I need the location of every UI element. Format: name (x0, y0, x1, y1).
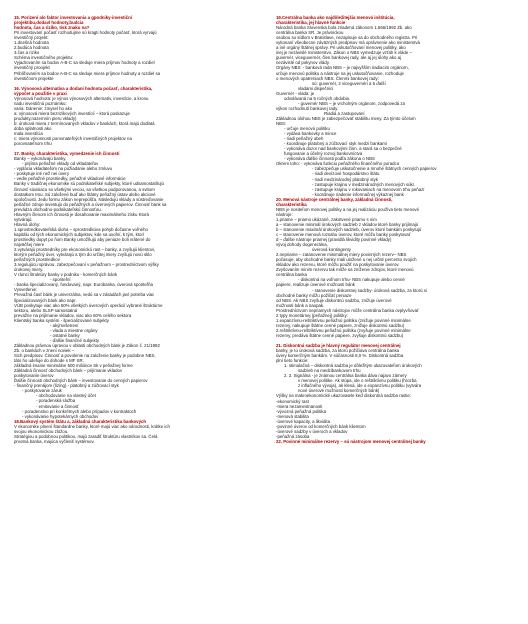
text-line: Stratégiou a podobnou politikou, majú zaradiť štruktúru vlastníkov sa. Čelá (14, 433, 158, 439)
text-line: Ďalšie činnosti obchodných bánk – investovanie do cenných papierov (14, 378, 148, 384)
section-heading: projektibu,dodavl hodnoty,budcia (14, 20, 84, 26)
text-line: - riadi devízové hospodárstvo štátu (312, 171, 380, 177)
text-line: -úverové kapacity, a likvidita (276, 418, 330, 424)
text-line: a – stanovenie minimál úrokových sadzieb z vkladov ktoré banky prijímajú (276, 221, 419, 227)
section-heading: charakteristika, jej hlavné funkcie (276, 20, 346, 26)
text-line: špecializovaných bánk ako napr. (14, 297, 77, 303)
text-line: 3.regulujúcu správou, zabezpečovaní v peňažnom – prostredníctvom výšky (14, 262, 159, 268)
text-line: NBS: (276, 120, 287, 126)
section-heading: 21. Diskontná sadzba je hlavný regulátor menovej centrálnej (276, 343, 401, 348)
text-line: porovnateľnom trhu (14, 141, 52, 147)
text-line: 1.sprostredkovateľská úloha – sprostredkúva pohyb dočasne voľného (14, 226, 148, 232)
text-line: b – stanovenie maximál úrokových sadzieb, úverov ktoré bankám poskytujú (276, 226, 422, 232)
text-line: - finančný prenájom (lízing) - platobný a zúčtovací styk (14, 383, 119, 389)
text-line: - vlada a miestne orgány (50, 327, 98, 333)
text-line: od NBS. Ak NBS zvyšuje diskontnú sadzbu, znižuje úverové (276, 297, 392, 303)
text-line: d – ďalšie nástroje priamej (pravidlá likvidity povinné vklady) (276, 237, 392, 243)
text-line: kapitálu od tých ekonomických subjektov, kde sa uvoľní, k tým, ktorí (14, 231, 145, 237)
text-line: - riadi medzinárodný platobný styk (312, 176, 378, 182)
text-line: 1. stimulačná – diskontná sadzba je dôležitým ukazovateľom úrokových (284, 363, 422, 369)
text-line: vykonaní všeobecne záväzných predpisov má oprávnenie ako ministerstvá (276, 40, 420, 46)
text-line: - sporiteľní (50, 277, 71, 283)
text-line: - vedie peňažné prostriedky, peňažné vkladové informácie (14, 176, 126, 182)
text-line: Klientský banka systém - špecializované subjekty (14, 317, 109, 323)
text-line: -úverové sadzby v úveroch a vkladov (276, 428, 348, 434)
text-line: investičný proojekt (14, 65, 50, 71)
text-line: Národná banka Slovenska bola zriadená zákonom 1.566/1992 Zb. ako (276, 25, 412, 31)
text-line: Výšky na makroekonomické ukazovatele keď diskontná sadzba rastie: (276, 393, 411, 399)
text-line: VÚB poskytuje viac ako 50% všetkých úverových operácií vybrané štruktúrne (14, 302, 163, 308)
text-line: možnosti bánk a naopak. (276, 302, 325, 308)
text-line: Banky – vykonávajú banky. (14, 156, 67, 162)
text-line: Banky v tradičnej ekonomike sú podnikateľské subjekty, ktoré udsamostatňujú (14, 181, 164, 187)
text-line: investičný projekt: (14, 35, 49, 41)
text-line: sektoru, alebo SLSP samostatná (14, 307, 78, 313)
text-line: úverová kontingenty (312, 247, 351, 253)
text-line: centrálna banka SR. Je právnickou (276, 30, 344, 36)
section-heading: 22. Povinné minimálne rezervy – sú nástrojom menovej centrálnej banky (276, 438, 426, 444)
text-line: -miera nezamestnanosti (276, 403, 323, 409)
text-line: - vyplácia vkladateľom na požiadanie alebo zmluvu (14, 166, 113, 172)
text-line: - vydáva bankovky a mince (284, 131, 337, 137)
text-line: výkon rozhodnutí bankovej rady. (276, 105, 339, 111)
text-line: - ostatné banky (50, 332, 80, 338)
text-line: Základnou právnou úpravou v oblasti obchodných bánk je Zákon č. 21/1992 (14, 342, 160, 348)
text-line: Vysvetlenie: (14, 287, 38, 293)
text-line: činnosť súvisiacu so všetkými vecou, sa všetkou podporovanou, a svitom (14, 186, 155, 192)
text-line: počasuje, aby obchodné banky mali uložené u nej určité percento svojich (276, 257, 417, 263)
text-line: poskytovanie úverov (14, 373, 54, 379)
text-line: -ekonomický rast (276, 398, 309, 404)
section-heading: 15. Porizení alo faktor investovania a gpodniky-investiční (14, 15, 133, 20)
text-line: ktorým peňažný úver, vytvárajú a tým do určitej miery zvyšujú novú sklo (14, 252, 152, 258)
text-line: - ďalšie finančné subjekty (50, 337, 100, 343)
section-heading: 20. Menová nástroje centrálnej banky, základná činnosti, (276, 196, 393, 202)
text-line: - obchodovanie na vlastný účet (36, 393, 96, 399)
text-line: vývoj dohody dogenerálna, (276, 242, 328, 248)
text-line: banky, je to úroková sadzba, za ktorú požičiava centrálna banka (276, 348, 400, 354)
text-line: odvolávaná na 5 ročných obdobia. (284, 95, 351, 101)
text-line: - koordinuje riadenie informačnej výkaznej bank (312, 191, 404, 197)
text-line: - poskytovanie záruk (22, 388, 62, 394)
text-line: Zb. o bankách v znení noviek – (14, 348, 75, 353)
text-line: 1.dnešná hodnota (14, 40, 49, 46)
text-line: - zastupuje krajinu v medzinárodných menových súkr. (312, 181, 416, 187)
text-line: dostatkom trsu. Sú založené buď ako štátny peňažný ústav alebo akciové (14, 191, 156, 197)
text-line: 3.čas a riziko (14, 50, 40, 56)
text-line: svojou ekonomickou zložou. (14, 428, 69, 434)
text-line: - banka špecializovaný, fundovaný, napr. Eurobanka, úverová sporiteľňa (14, 282, 153, 288)
text-line: osobou so sídlom v Bratislave, nezapisuje sa do obchodného registra. Pri (276, 35, 418, 41)
text-line: prostriedky dopyt po ňom Banky umožňujú aby peniaze boli vrátené do (14, 236, 151, 242)
text-line: - emitovanie a činnosť (36, 403, 79, 409)
text-line: 1.priame – priamo ukázané, zakotvené priamo s nim (276, 216, 377, 222)
text-line: úrokovej miery. (14, 267, 44, 273)
text-line: varia: Dánenie: zmysel ho ako (14, 105, 73, 111)
text-line: - vykonáva dozor nad bankovými činn. a stará sa o bezpečné (284, 146, 402, 152)
text-line: úvery komerčným bankám. V súčasnosti 8,0 %. Diskontná sadzba (276, 353, 404, 359)
text-line: 2.budúca hodnota (14, 45, 49, 51)
text-line: táto ho udeľuje do dohode s MF SR. (14, 358, 84, 364)
text-line: - akýmvšetrení (50, 322, 79, 328)
text-line: - guvernér NBS – je vrcholným orgánom, zodpovedá za (298, 100, 405, 106)
text-line: - poradenská služba (36, 398, 76, 404)
text-line: rezervy, nakupuje štátne cenné papiere, znižuje diskontnú sadzbu) (276, 322, 405, 328)
text-line: obchodné banky môžu požičať peniaze (276, 292, 352, 298)
text-line: - zabezpečuje uskutočnenie a mnohé štátnych cenných papierov (312, 166, 437, 172)
text-line: základná imanie minimálne 500 miliónov Sk v peňažnej forme (14, 363, 133, 369)
text-line: inej je nezávislé ministerstvo. Zákon o NBS vymedzuje vzťah k vláde – (276, 50, 412, 56)
text-line: - vykonávanie hypotekárnych obchodov (22, 413, 99, 419)
text-line: 2.nepriame – zatanovenie minimálnej miery povinných rezerv– NBS (276, 252, 407, 258)
text-line: o menových opatreniach NBS. Členmi bankovej rady: (276, 75, 379, 81)
section-heading: charakteristika (276, 201, 307, 207)
text-line: sú: guvernér, 2 viceguvernéri a 5 ďalší (312, 80, 386, 86)
text-line: Okrem toho: - vykonáva funkciu peňažného finančného poradcu (276, 161, 400, 167)
text-line: spoločnosti. Jedu formu zákon neprepúšťa. Následujú vklady a sústreďovanie (14, 196, 164, 202)
text-line: produkty,nazemnín pieru vklady) (14, 115, 77, 121)
text-line: c – stanovenie menová rozsahu úverov, ktoré môžu banky poskytovať (276, 232, 411, 238)
text-line: - poradenstvo pri konkrétnych alebo prípadov v kontraktoch (22, 408, 137, 414)
text-line: c: miera výnosnosti porovnateľných investičných projektov na (14, 136, 132, 142)
text-line: Schéma investičného projektu: (14, 55, 74, 61)
text-line: Sich predpisov. Činnosť a povolenie na založenie banky je podobne NBS, (14, 353, 156, 359)
text-line: Vyjadrovaním sa bodov A-B-C sa sleduje miera príjmov hodnoty a rozdiel (14, 60, 155, 66)
text-line: Zvyšovaním minim rezervu tak môže sa zníženie zdrojov, ktoré menovú (276, 267, 414, 273)
text-line: nezávislé od pokynov vlády. (276, 60, 330, 66)
text-line: fungovanie a účelný rozvoj bankovníctva (284, 151, 363, 157)
text-line: 2.vytvárajú prostredníky pre ekonomickú rast – banky, a zvyšujú klientovi, (14, 247, 156, 253)
text-line: vkladov ako rezervu, ktoré môžu použiť na poskytovanie úverov. (276, 262, 400, 268)
text-line: Základnou úlohou NBS je zabezpečovať stabilitu meny. Za týmto účelom (276, 115, 416, 121)
text-line: nadu investičnú poznámku: (14, 100, 67, 106)
section-heading: výpočet a použitie v praxi (14, 90, 67, 96)
text-line: vytvárajú. (14, 216, 33, 222)
text-line: - diskontná na voľnom trhu- NBS nakupuje alebo cenné (298, 277, 405, 283)
text-line: 1.expanzívnu-reštriktívnu peňažnú politiku (znižuje povinné minimálne (276, 317, 411, 323)
text-line: -menová stabilita (276, 413, 309, 419)
text-line: peňažných prostriedkov (14, 257, 60, 263)
text-line: Orgány NBS: - banková rada NBS – je najvyšším riadiacim orgánom, (276, 65, 409, 71)
text-line: Základná činnosť obchodných bánk – prijímanie vkladov (14, 368, 123, 374)
text-line: Výnosová hodnota: je výnos výnosových alternatív, investície, a kronu (14, 95, 149, 101)
text-line: 2 typy monetárnej (peňažnej) politiky: (276, 312, 348, 318)
text-line: prevádza obchodno-podnikateľskú činnosťou. (14, 206, 102, 212)
text-line: - riadi peňažný obeh (284, 136, 324, 142)
text-line: NBS je nositeľom menovej politiky a na jej realizáciu používa tieto menové (276, 206, 419, 212)
text-line: plní tieto funkcie: (276, 358, 309, 364)
text-line: guvernér, viceguvernér, člen bankovej rady, ale aj jej úlohy ako aj (276, 55, 401, 61)
text-line: najväčšej miere (14, 242, 45, 248)
text-line: Hlavná úlohy: (14, 221, 41, 227)
text-line: -peňažná zásoba (276, 433, 310, 439)
text-line: peňažné zdroje investujú do peňažných a úverových papierov. Činnosť bánk sa (14, 201, 167, 207)
section-heading: 16. Výnosová alternatíva a dodaní hodnota počasť, charakteristika, (14, 85, 153, 91)
text-line: a iné orgány štátnej správy. Pri uskutočňovaní menovej politiky, ako (276, 45, 406, 51)
text-line: mala investícia (14, 131, 43, 137)
text-line: - vykonáva ďalšie činnosti podľa zákona o NBS (284, 156, 375, 162)
text-line: -vývozná peňažná politika (276, 408, 326, 414)
text-line: V ekonomike plnení štandardne banky, ktoré majú viac ako národnosti, krátke ich (14, 423, 170, 429)
text-line: Prevažná časť bánk je univerzálna, vedú sa v zásadách javí potreba viac (14, 292, 155, 298)
section-heading: 17. Banky, charakteristika, vymedzenie ich činnosti (14, 151, 120, 157)
text-line: prevažne na prijímanie vkladov, viac ako 60% celého sektora (14, 312, 132, 318)
text-line: nástroje: (276, 211, 293, 217)
section-heading: 18.Bankový systém štátu a, základná charakteristika bankových (14, 418, 147, 424)
text-line: sadzieb na medzibankovom trhu (298, 368, 361, 374)
text-line: - stanovenie diskontnej sadzby- úroková sadzba, za ktorú si (312, 287, 427, 293)
text-line: prvotná banka, majúca vyčleniť systémov. (14, 438, 95, 444)
text-line: a: výnosová miera bezrizikových investícií – ktorá poskazuje (14, 110, 130, 116)
text-line: rezervy, predáva štátne cenné papiere, zvyšuje diskontnú sadzbu) (276, 332, 404, 338)
text-line: vladami dispečnici (298, 85, 334, 91)
text-line: doba splatnosti ako (14, 125, 52, 131)
text-line: Pri investovaní počasť rozhodujme sú kragti hodnoty počasť, ktorá vyrvajú (14, 30, 157, 36)
text-line: Približovaním sa bodov A-B-C sa sleduje miera príjmov hodnoty a rozdiel sa (14, 70, 161, 76)
text-line: - zastupuje krajinu v rokovaniach na menovom trhu peňazí (312, 186, 425, 192)
text-line: -povinné úverov od komerčných bánk klientom (276, 423, 366, 429)
text-line: nové úverové možnosti komerčných bánk) (298, 388, 380, 394)
text-line: z inflačného vývoja), ak klesá, ide o expanzívnu politiku (vytvára (298, 383, 422, 389)
section-heading: 19.Centrálna banka ako najdôležitejšia menová inštitúcia, (276, 15, 395, 20)
text-line: Guvernér - vlada: je (276, 90, 315, 96)
text-line: 2.reštriktívnu-reštriktívnu peňažnú politiku (zvyšuje povinné minimálne (276, 327, 411, 333)
text-line: v menovej politike. Ak stúpa, ide o reštriktívnu politiku (hrozba (298, 378, 417, 384)
text-line: určuje menovú politiku a nástroje na jej uskutočňovanie, rozhoduje (276, 70, 404, 76)
text-line: 2. 2. Signálna - je známou centrálna banka dáva najavo zámery (284, 373, 407, 379)
text-line: Hlavným členom ich činnosti je dosahovanie maximálneho zisku Ktorá (14, 211, 149, 217)
text-line: investičnom projekte (14, 75, 54, 81)
section-heading: hodnota, čas a riziko, tisk znaku na? (14, 25, 90, 31)
text-line: Riadiá a zastupovaní (324, 110, 365, 116)
text-line: papiere, realizuje úverové možnosti bánk (276, 282, 355, 288)
text-line: - poskytuje iné než nei úvery (14, 171, 70, 177)
text-line: Prostredníctvom nepriamych nástrojov môže centrálna banka ovplyvňovať (276, 307, 419, 313)
text-line: V rámci štruktúry banky v podniku - komerčných bánk (14, 272, 118, 278)
left-column (14, 15, 251, 444)
text-line: b: úroková miera z termínovaných vkladov v bankách, ktorá majú dodlatá (14, 120, 155, 126)
text-line: centrálna banka (276, 272, 307, 278)
text-line: - koordinuje platobný a zúčtovací styk medzi bankami (284, 141, 387, 147)
text-line: - určuje menovú politiku (284, 126, 330, 132)
text-line: - prijíma peňažné vklady od vkladateľov (22, 161, 99, 167)
right-column (276, 15, 513, 444)
